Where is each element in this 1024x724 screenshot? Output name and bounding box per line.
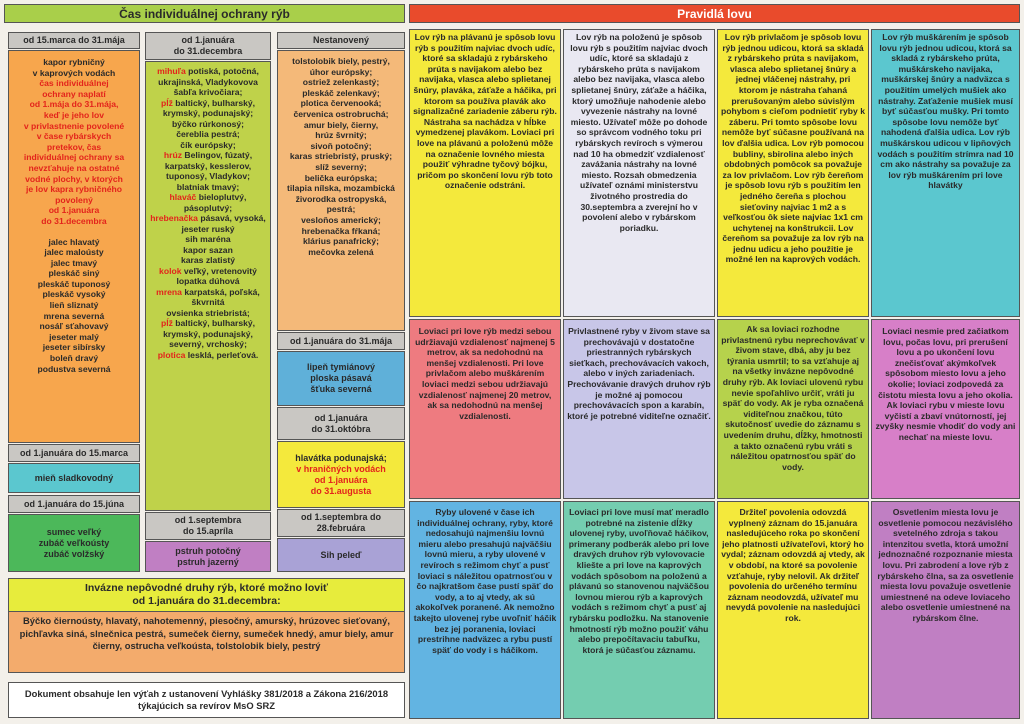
rule-fly-fishing: Lov rýb muškárením je spôsob lovu rýb jednou udicou, ktorá sa skladá z rybárskeho prúta, muškárskeho navijaka, muškárskej šnúry a nadväzca s použitím umelých mušiek ako nástrahy. Zaťaženie mušiek musí byť súčasťou mušky. Pri tomto spôsobe lovu nemôže byť nahodená ďalšia udica. Lov rýb muškárskou udicou v lipňových vodách s použitím strímra nad 10 cm ako nástrahy sa považuje za lov rýb muškárením pri love hlavátky [871,29,1020,317]
rule-distance: Loviaci pri love rýb medzi sebou udržiavajú vzdialenosť najmenej 5 metrov, ak sa nedohodnú na menšej vzdialenosti. Pri love privlačom alebo muškárením loviaci medzi sebou udržiavajú vzdialenosť najmenej 20 metrov, ak sa nedohodnú na menšej vzdialenosti. [409,319,561,499]
col1-period-3: od 1.januára do 15.júna [8,495,140,513]
col1-main-species: kapor rybničný v kaprových vodách [32,57,116,78]
col2-species-genus: hrebenačka [150,213,198,223]
invasive-title: Invázne nepôvodné druhy rýb, ktoré možno loviť od 1.januára do 31.decembra: [9,579,404,612]
col2-species-item [149,234,267,245]
col1-period-2: od 1.januára do 15.marca [8,444,140,462]
rule-spinning: Lov rýb privlačom je spôsob lovu rýb jednou udicou, ktorá sa skladá z rybárskeho prúta s navijakom, vlasca alebo splietanej šnúry a jednej vláčenej nástrahy, pri ktorom je nástraha ťahaná prerušovaným alebo súvislým pohybom s cieľom podnietiť ryby k záberu. Pri tomto spôsobe lovu nemôže byť súčasne používaná na lov ďalšia udica. Lov rýb pomocou bubliny, sbirolina alebo iných obdobných pomôcok sa považuje za lov privlačom. Lov rýb čereňom je spôsob lovu rýb s použitím len jedného čereňa s plochou sieťoviny najviac 1 m2 a s veľkosťou ôk siete najviac 1x1 cm uchytenej na konštrukcii. Lov čereňom sa považuje za lov rýb na jednu udicu a jeho použitie je možné len na kaprových vodách. [717,29,869,317]
col2-species-text: baltický, bulharský, krymský, podunajský, severný, vrchoský; [163,318,256,349]
col2-species-text: lesklá, perleťová. [185,349,259,360]
rule-float-fishing: Lov rýb na plávanú je spôsob lovu rýb s použitím najviac dvoch udíc, ktoré sa skladajú z rybárskeho prúta s navijakom alebo bez navijaka, vlasca alebo splietanej šnúry, plaváka, záťaže a háčika, pri ktorom sa používa plavák ako signalizačné zariadenie záberu rýb. Nástraha sa nachádza v hĺbke vymedzenej plavákom. Loviaci pri love na plávanú a položenú môže na označenie lovného miesta použiť výhradne tyčový bójku, pričom po skončení lovu rýb toto označenie odstráni. [409,29,561,317]
rule-keeping-fish: Privlastnené ryby v živom stave sa prechovávajú v dostatočne priestranných rybárskych sieťkach, prechovávacích vakoch, alebo v iných zariadeniach. Prechovávanie dravých druhov rýb je možné aj pomocou prechovávacích spon a karabín, ktoré je potrebné viditeľne označiť. [563,319,715,499]
col2-species-genus: plotica [157,349,186,360]
col1-main-list: jalec hlavatý jalec maloústy jalec tmavý pleskáč siný pleskáč tuponosý pleskáč vysoký lieň sliznatý mrena severná nosáľ sťahovavý jeseter malý jeseter sibírsky boleň dravý podustva severná [37,236,111,374]
col2-species-text: kapor sazan [183,244,233,255]
rule-release: Ryby ulovené v čase ich individuálnej ochrany, ryby, ktoré nedosahujú najmenšiu lovnú mieru alebo presahujú najväčšiu lovnú mieru, a ryby ulovené v revíroch s režimom chyť a pusť loviaci s náležitou opatrnosťou v čo najkratšom čase pustí späť do vody, a to aj vtedy, ak sú akokoľvek poranené. Ak nemožno takejto ulovenej rybe uvoľniť háčik bez jej poranenia, loviaci prestrihne nadväzec a rybu pustí späť do vody i s háčikom. [409,501,561,719]
col3-species-2-note: v hraničných vodách od 1.januára do 31.augusta [296,463,386,496]
rule-record-return: Držiteľ povolenia odovzdá vyplnený záznam do 15.januára nasledujúceho roka po skončení jeho platnosti užívateľovi, ktorý ho vydal; záznam odovzdá aj vtedy, ak v období, na ktoré sa povolenie vzťahuje, ryby nelovil. Ak držiteľ povolenia do určeného termínu záznam neodovzdá, užívateľ mu nevydá povolenie na nasledujúci rok. [717,501,869,719]
col2-species-text: pásavá, vysoká, [197,213,266,223]
col2-species-item [149,140,267,151]
col3-species-1: lipeň tymiánový ploska pásavá šťuka severná [277,351,405,406]
col3-period-1: od 1.januára do 31.mája [277,332,405,350]
col2-species-text: blatniak tmavý; [176,181,240,192]
col2-species-genus: hrúz [163,150,183,160]
col3-species-2-name: hlavátka podunajská; [295,452,387,463]
rule-ledger-fishing: Lov rýb na položenú je spôsob lovu rýb s použitím najviac dvoch udíc, ktoré sa skladajú z rybárskeho prúta s navijakom alebo bez navijaka, vlasca alebo splietanej šnúry, záťaže a háčika, ktorý umožňuje nahodenie alebo vyvezenie nástrahy na lovné miesto. Užívateľ môže po dohode so správcom vodného toku pri rybárskych revíroch s výmerou nad 10 ha obmedziť vzdialenosť zavážania nástrahy na lovné miesto. Rozsah obmedzenia užívateľ oznámi ministerstvu životného prostredia do 30.septembra a zverejní ho v povolení alebo v rybárskom poriadku. [563,29,715,317]
col2-species-item [149,276,267,287]
col2-species-genus: pĺž [160,318,173,328]
col3-period-3: od 1.septembra do 28.februára [277,509,405,537]
col2-species-item [149,182,267,193]
col2-species-item [149,150,267,182]
col2-period-top: od 1.januára do 31.decembra [145,32,271,60]
col2-species-item [149,318,267,350]
col2-species-item [149,192,267,213]
col2-main [145,61,271,511]
col2-species-item [149,224,267,235]
col2-species-text: jeseter ruský [181,223,235,234]
col3-species-2 [277,441,405,508]
col2-species-text: karas zlatistý [181,255,235,265]
col2-species-text: sih maréna [185,234,231,244]
invasive-body: Býčko čiernoústy, hlavatý, nahotemenný, piesočný, amurský, hrúzovec sieťovaný, pichľavka siná, slnečnica pestrá, sumeček čierny, sumeček hnedý, amur biely, amur čierny, ostrucha veľkoústa, tolstolobik biely, pestrý [19,615,394,651]
col1-period-top: od 15.marca do 31.mája [8,32,140,49]
col2-species-text: lopatka dúhová [176,276,240,286]
col2-species-text: bieloplutvý, pásoplutvý; [183,192,247,213]
col2-species-text: čereblia pestrá; [176,129,240,139]
col2-period-2: od 1.septembra do 15.apríla [145,512,271,540]
col2-species-genus: kolok [159,265,182,276]
col2-species-2: pstruh potočný pstruh jazerný [145,541,271,572]
footer-note: Dokument obsahuje len výťah z ustanovení Vyhlášky 381/2018 a Zákona 216/2018 týkajúcich sa revírov MsO SRZ [8,682,405,718]
col3-period-top: Nestanovený [277,32,405,49]
col2-species-item [149,350,267,361]
col2-species-genus: mrena [156,286,182,297]
rule-killing-fish: Ak sa loviaci rozhodne privlastnenú rybu neprechovávať v živom stave, dbá, aby ju bez týrania usmrtil; to sa vzťahuje aj na všetky invázne nepôvodné druhy rýb. Ak loviaci ulovenú rybu nevie spoľahlivo určiť, vráti ju späť do vody. Ak je ryba označená viditeľnou značkou, túto skutočnosť uvedie do záznamu s uvedením druhu, dĺžky, hmotnosti a takto označenú rybu vráti s náležitou opatrnosťou späť do vody. [717,319,869,499]
col3-main: tolstolobik biely, pestrý, úhor európsky; ostriež zelenkastý; pleskáč zelenkavý; plotica červenooká; červenica ostrobruchá; amur biely, čierny, hrúz švrnitý; sivoň potočný; karas striebristý, pruský; slíž severný; belička európska; tilapia nílska, mozambická živorodka ostropyská, pestrá; vesloňos americký; hrebenačka fŕkaná; klárius panafrický; mečovka zelená [277,50,405,331]
col2-species-genus: hlaváč [169,192,197,202]
col2-species-item [149,66,267,87]
col2-species-list [149,66,267,360]
col1-species-3: sumec veľký zubáč veľkoústy zubáč volžský [8,514,140,572]
col2-species-item [149,287,267,308]
col2-species-item [149,266,267,277]
col2-species-item [149,87,267,98]
col2-species-text: ovsienka striebristá; [166,307,250,318]
rule-equipment: Loviaci pri love musí mať meradlo potrebné na zistenie dĺžky ulovenej ryby, uvoľňovač háčikov, primerany podberák alebo pri love dravých druhov rýb vylovovacie kliešte a pri love na kaprových vodách spôsobom na položenú a plávanú so stanovenou najväčšou lovnou mierou rýb a kaprových vodách s režimom chyť a pusť aj rybársku podložku. Na stanovenie hmotností rýb možno použiť váhu alebo prepočítavaciu tabuľku, ktorá je súčasťou záznamu. [563,501,715,719]
col2-species-item [149,129,267,140]
col2-species-item [149,119,267,130]
col3-period-2: od 1.januára do 31.októbra [277,407,405,440]
rule-lighting: Osvetlenim miesta lovu je osvetlenie pomocou nezávislého svetelného zdroja s takou intenzitou svetla, ktorá umožní jednoznačné rozpoznanie miesta lovu. Pri zabrodení a love rýb z rybárskeho člna, sa za osvetlenie miesta lovu považuje osvetlenie umiestnené na odeve loviaceho alebo osvetlenie umiestnené na rybárskom člne. [871,501,1020,719]
header-left: Čas individuálnej ochrany rýb [4,4,405,23]
col2-species-item [149,255,267,266]
col1-species-2: mieň sladkovodný [8,463,140,493]
col2-species-genus: pĺž [160,97,173,108]
col2-species-item [149,308,267,319]
header-right: Pravidlá lovu [409,4,1020,23]
col3-species-3: Sih peleď [277,538,405,572]
col1-main [8,50,140,443]
col2-species-text: Belingov, fúzatý, karpatský, kesslerov, tuponosý, Vladykov; [164,150,253,181]
col2-species-text: šabľa krivočiara; [173,87,243,97]
col2-species-item [149,245,267,256]
col2-species-item [149,98,267,119]
col2-species-text: veľký, vretenovitý [181,265,257,276]
rule-cleanliness: Loviaci nesmie pred začiatkom lovu, počas lovu, pri prerušení lovu a po ukončení lovu znečisťovať akýmkoľvek spôsobom miesto lovu a jeho okolie; loviaci zodpovedá za čistotu miesta lovu a jeho okolia. Ak loviaci rybu v mieste lovu vyčistí a zbaví vnútorností, jej zvyšky nesmie vhodiť do vody ani nechať na mieste lovu. [871,319,1020,499]
invasive-box [8,578,405,673]
col2-species-text: býčko rúrkonosý; [171,118,245,129]
col2-species-item [149,213,267,224]
col2-species-genus: mihuľa [157,66,186,76]
col1-main-note: čas individuálnej ochrany naplatí od 1.mája do 31.mája, keď je jeho lov v privlastnenie povolené v čase rybárskych pretekov, čas individuálnej ochrany sa nevzťahuje na ostatné vodné plochy, v ktorých je lov kapra rybničného povolený od 1.januára do 31.decembra [23,78,125,226]
col2-species-text: potiská, potočná, ukrajinská, Vladykovova [158,66,259,87]
col2-species-text: čík európsky; [180,139,236,150]
col2-species-text: karpatská, poľská, škvrnitá [181,286,260,307]
col2-species-text: baltický, bulharský, krymský, podunajský; [162,97,256,118]
